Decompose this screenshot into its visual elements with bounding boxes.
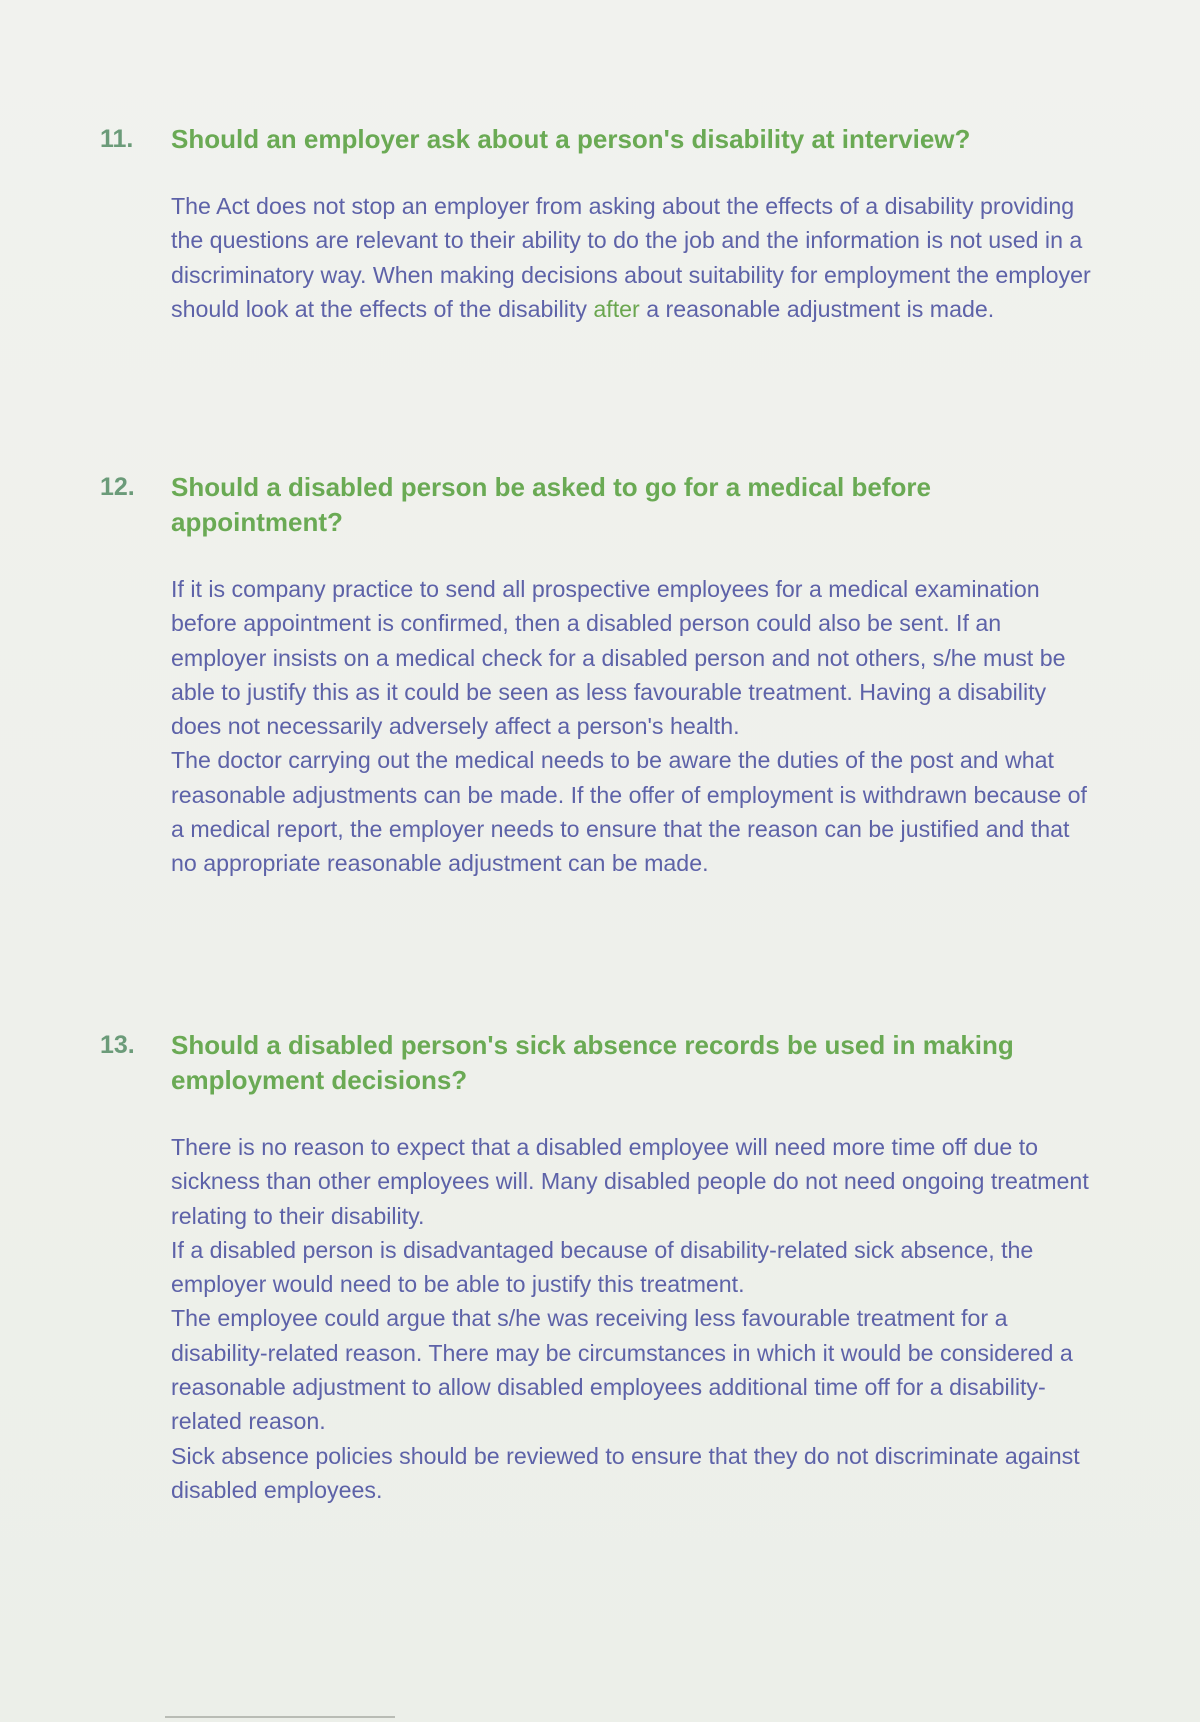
answer-paragraph [171,189,1096,326]
question-12 [100,470,1100,881]
question-heading [100,470,1100,540]
question-title: Should a disabled person be asked to go for a medical before appointment? [171,472,931,537]
question-title: Should a disabled person's sick absence records be used in making employment decisions? [171,1030,1014,1095]
question-11 [100,122,1100,326]
question-heading [100,1028,1100,1098]
question-heading [100,122,1100,157]
answer-paragraph: If it is company practice to send all prospective employees for a medical examination before appointment is confirmed, then a disabled person could also be sent. If an employer insists on a medical check for a disabled person and not others, s/he must be able to justify this as it could be seen as less favourable treatment. Having a disability does not necessarily adversely affect a person's health. [171,576,1066,740]
answer-paragraph: Sick absence policies should be reviewed to ensure that they do not discriminate against disabled employees. [171,1442,1080,1503]
answer-text [171,189,1096,326]
question-number: 13. [100,1031,135,1059]
answer-text-span: The Act does not stop an employer from asking about the effects of a disability providing the questions are relevant to their ability to do the job and the information is not used in a discriminatory way. When making decisions about suitability for employment the employer should look at the effects of the disability [171,193,1091,322]
answer-text-span: a reasonable adjustment is made. [639,295,995,322]
answer-paragraph: The employee could argue that s/he was receiving less favourable treatment for a disability-related reason. There may be circumstances in which it would be considered a reasonable adjustment to allow disabled employees additional time off for a disability-related reason. [171,1305,1073,1435]
question-number: 11. [100,125,134,153]
answer-paragraph: The doctor carrying out the medical needs to be aware the duties of the post and what reasonable adjustments can be made. If the offer of employment is withdrawn because of a medical report, the employer needs to ensure that the reason can be justified and that no appropriate reasonable adjustment can be made. [171,747,1087,877]
answer-paragraph: There is no reason to expect that a disabled employee will need more time off due to sickness than other employees will. Many disabled people do not need ongoing treatment relating to their disability. [171,1134,1089,1229]
question-13 [100,1028,1100,1507]
question-number: 12. [100,473,135,501]
answer-text [171,1130,1096,1507]
page-edge-mark [165,1716,395,1718]
answer-paragraph: If a disabled person is disadvantaged because of disability-related sick absence, the employer would need to be able to justify this treatment. [171,1236,1034,1298]
emphasis-word: after [593,295,640,322]
question-title: Should an employer ask about a person's disability at interview? [171,124,971,154]
answer-text [171,572,1096,881]
